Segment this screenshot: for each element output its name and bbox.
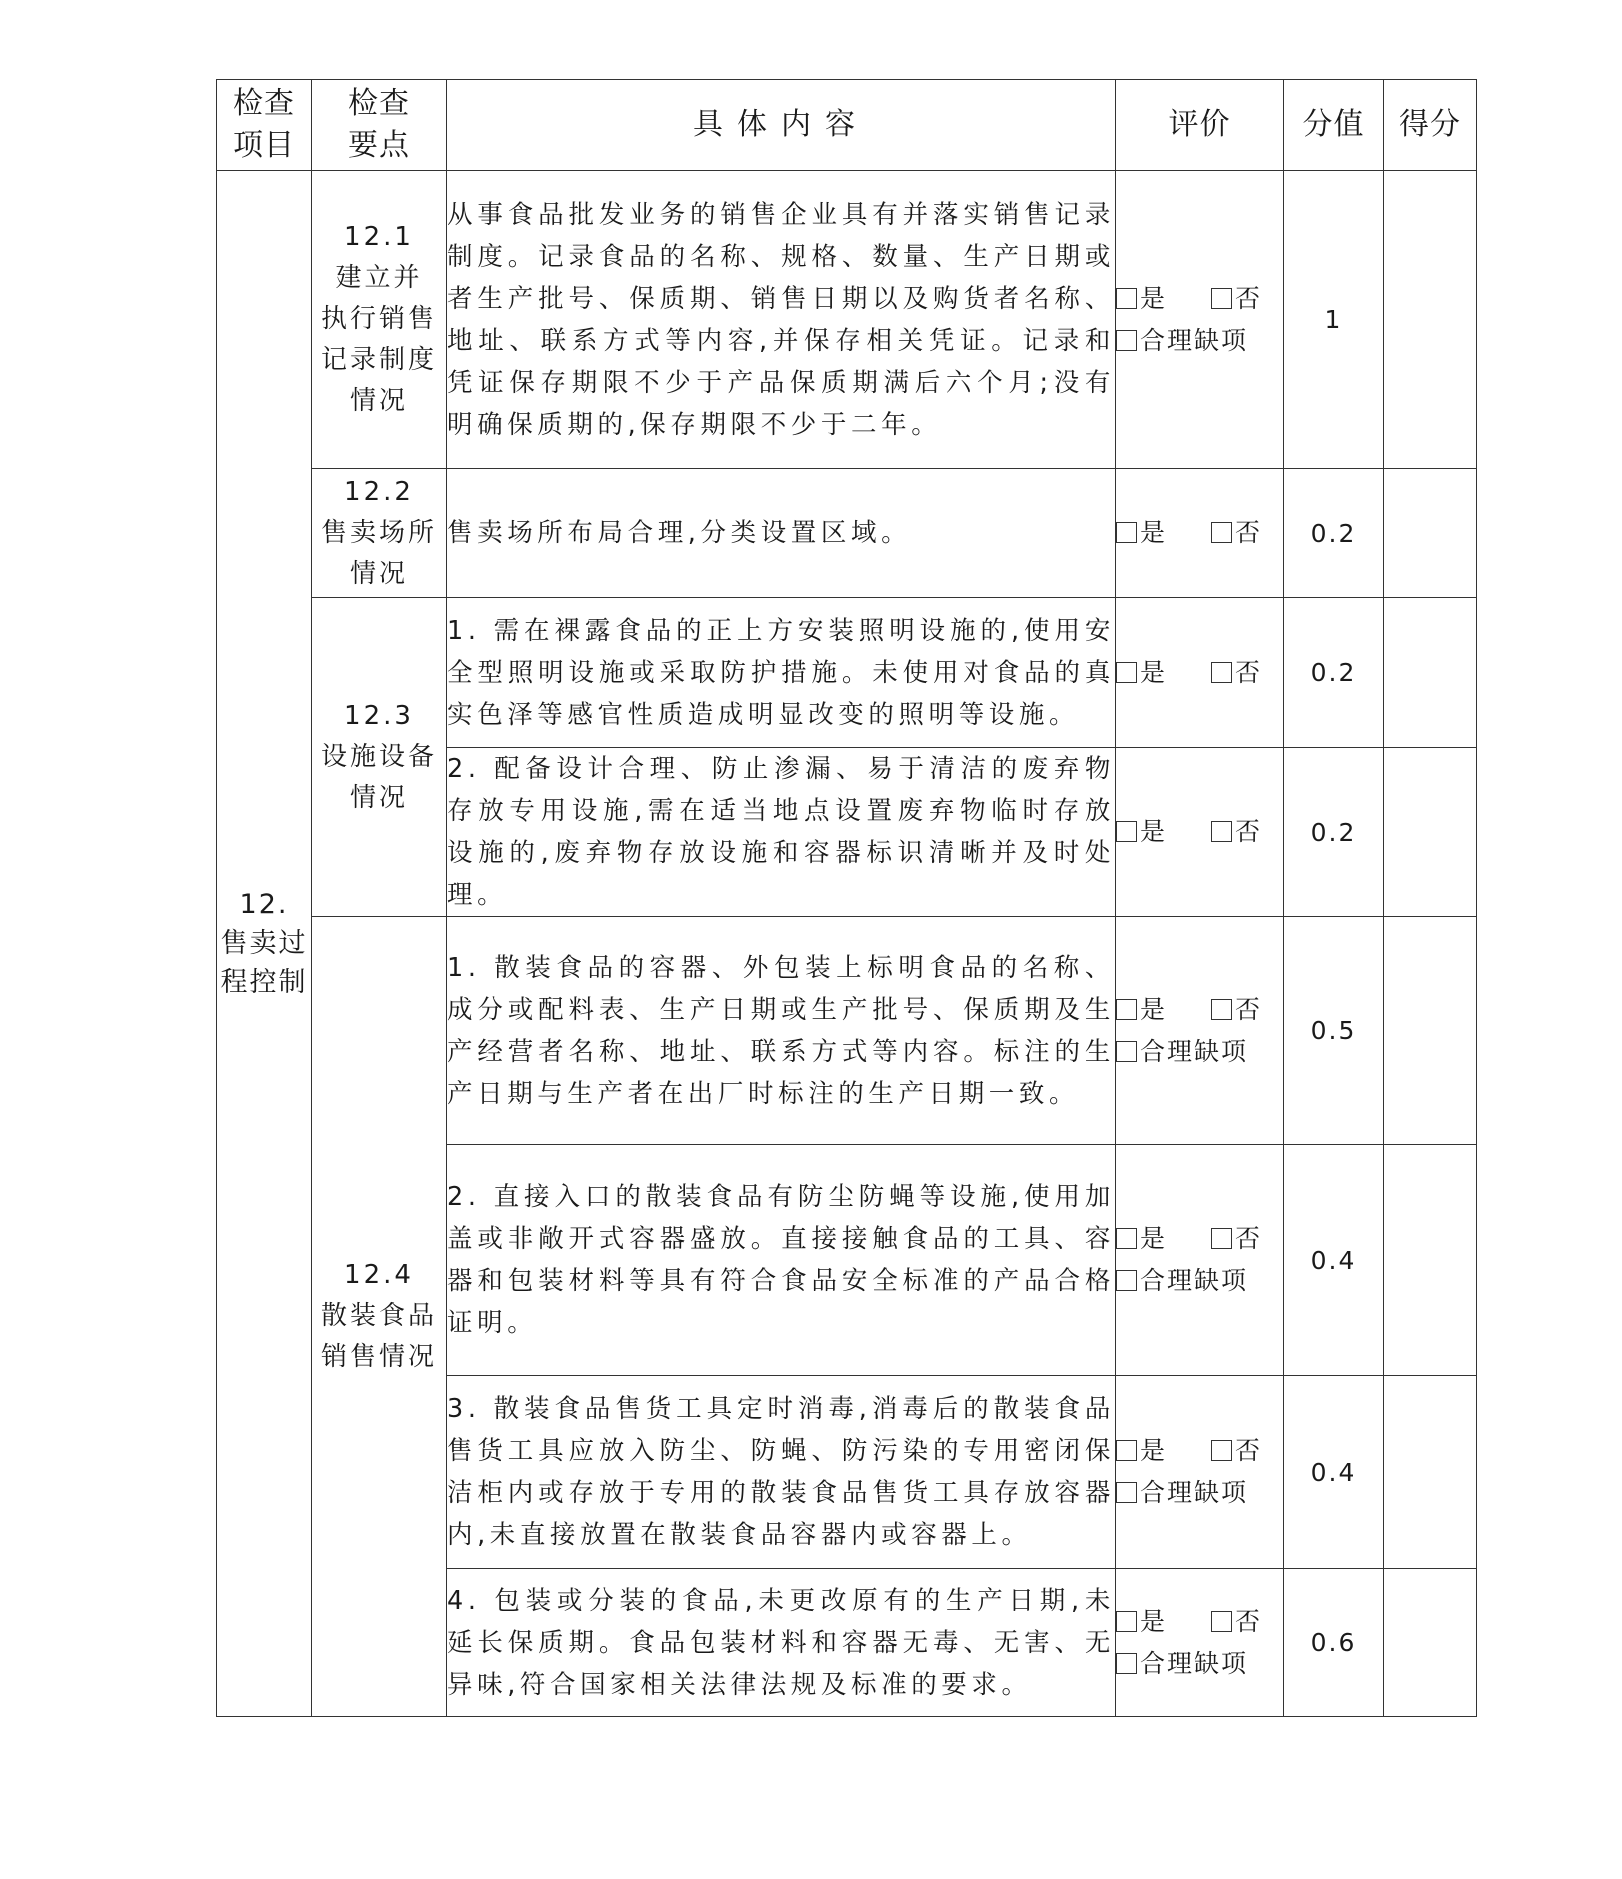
eval-cell xyxy=(1116,1569,1284,1717)
content-cell: 2. 配备设计合理、防止渗漏、易于清洁的废弃物存放专用设施,需在适当地点设置废弃物临时存放设施的,废弃物存放设施和容器标识清晰并及时处理。 xyxy=(447,748,1116,917)
eval-cell xyxy=(1116,598,1284,748)
no-checkbox[interactable] xyxy=(1211,1440,1232,1461)
yes-checkbox[interactable] xyxy=(1116,522,1137,543)
missing-checkbox[interactable] xyxy=(1116,1270,1137,1291)
got-cell[interactable] xyxy=(1384,1145,1477,1376)
no-checkbox[interactable] xyxy=(1211,821,1232,842)
content-cell: 2. 直接入口的散装食品有防尘防蝇等设施,使用加盖或非敞开式容器盛放。直接接触食品的工具、容器和包装材料等具有符合食品安全标准的产品合格证明。 xyxy=(447,1145,1116,1376)
yes-label: 是 xyxy=(1140,1224,1168,1253)
item-number: 12. xyxy=(239,889,289,920)
point-line: 散装食品 xyxy=(320,1301,437,1331)
point-number: 12.4 xyxy=(344,1260,414,1290)
point-cell xyxy=(312,917,447,1717)
score-cell: 0.2 xyxy=(1284,748,1384,917)
table-row xyxy=(217,469,1477,598)
score-cell: 0.6 xyxy=(1284,1569,1384,1717)
content-cell: 1. 散装食品的容器、外包装上标明食品的名称、成分或配料表、生产日期或生产批号、保质期及生产经营者名称、地址、联系方式等内容。标注的生产日期与生产者在出厂时标注的生产日期一致。 xyxy=(447,917,1116,1145)
header-score: 分值 xyxy=(1284,80,1384,171)
no-checkbox[interactable] xyxy=(1211,288,1232,309)
no-checkbox[interactable] xyxy=(1211,522,1232,543)
yes-label: 是 xyxy=(1140,518,1168,547)
point-line: 情况 xyxy=(349,782,408,813)
header-got: 得分 xyxy=(1384,80,1477,171)
yes-label: 是 xyxy=(1140,1606,1168,1636)
header-point-line1: 检查 xyxy=(348,86,410,121)
header-point-line2: 要点 xyxy=(348,128,410,163)
yes-checkbox[interactable] xyxy=(1116,1611,1137,1632)
content-cell: 从事食品批发业务的销售企业具有并落实销售记录制度。记录食品的名称、规格、数量、生产日期或者生产批号、保质期、销售日期以及购货者名称、地址、联系方式等内容,并保存相关凭证。记录和凭证保存期限不少于产品保质期满后六个月;没有明确保质期的,保存期限不少于二年。 xyxy=(447,171,1116,469)
missing-label: 合理缺项 xyxy=(1140,1478,1249,1507)
header-point xyxy=(312,80,447,171)
got-cell[interactable] xyxy=(1384,171,1477,469)
no-label: 否 xyxy=(1235,1436,1263,1465)
score-cell: 0.2 xyxy=(1284,469,1384,598)
got-cell[interactable] xyxy=(1384,1376,1477,1569)
point-line: 情况 xyxy=(349,558,408,589)
point-number: 12.2 xyxy=(344,476,414,507)
content-cell: 1. 需在裸露食品的正上方安装照明设施的,使用安全型照明设施或采取防护措施。未使用对食品的真实色泽等感官性质造成明显改变的照明等设施。 xyxy=(447,598,1116,748)
content-cell: 售卖场所布局合理,分类设置区域。 xyxy=(447,469,1116,598)
header-row xyxy=(217,80,1477,171)
point-line: 执行销售 xyxy=(320,304,437,334)
score-cell: 0.4 xyxy=(1284,1145,1384,1376)
missing-checkbox[interactable] xyxy=(1116,330,1137,351)
point-line: 记录制度 xyxy=(320,345,437,375)
missing-checkbox[interactable] xyxy=(1116,1482,1137,1503)
no-checkbox[interactable] xyxy=(1211,662,1232,683)
content-cell: 3. 散装食品售货工具定时消毒,消毒后的散装食品售货工具应放入防尘、防蝇、防污染的专用密闭保洁柜内或存放于专用的散装食品售货工具存放容器内,未直接放置在散装食品容器内或容器上。 xyxy=(447,1376,1116,1569)
point-number: 12.3 xyxy=(344,700,414,731)
point-cell xyxy=(312,171,447,469)
point-cell xyxy=(312,598,447,917)
no-label: 否 xyxy=(1235,283,1263,313)
header-content: 具体内容 xyxy=(447,80,1116,171)
no-checkbox[interactable] xyxy=(1211,999,1232,1020)
missing-label: 合理缺项 xyxy=(1140,1648,1249,1678)
yes-label: 是 xyxy=(1140,1436,1168,1465)
score-cell: 1 xyxy=(1284,171,1384,469)
item-cell xyxy=(217,171,312,1717)
no-label: 否 xyxy=(1235,1224,1263,1253)
table-row xyxy=(217,917,1477,1145)
score-cell: 0.2 xyxy=(1284,598,1384,748)
yes-label: 是 xyxy=(1140,283,1168,313)
yes-checkbox[interactable] xyxy=(1116,821,1137,842)
missing-label: 合理缺项 xyxy=(1140,1266,1249,1295)
eval-cell xyxy=(1116,917,1284,1145)
item-line1: 售卖过 xyxy=(220,928,308,959)
table-row xyxy=(217,171,1477,469)
score-cell: 0.4 xyxy=(1284,1376,1384,1569)
missing-label: 合理缺项 xyxy=(1140,325,1249,355)
yes-label: 是 xyxy=(1140,657,1168,687)
yes-checkbox[interactable] xyxy=(1116,999,1137,1020)
no-label: 否 xyxy=(1235,657,1263,687)
header-item xyxy=(217,80,312,171)
eval-cell xyxy=(1116,469,1284,598)
missing-checkbox[interactable] xyxy=(1116,1653,1137,1674)
got-cell[interactable] xyxy=(1384,748,1477,917)
eval-cell xyxy=(1116,748,1284,917)
point-number: 12.1 xyxy=(344,222,414,252)
yes-checkbox[interactable] xyxy=(1116,662,1137,683)
point-line: 销售情况 xyxy=(320,1342,437,1372)
point-cell xyxy=(312,469,447,598)
item-line2: 程控制 xyxy=(220,967,308,998)
score-cell: 0.5 xyxy=(1284,917,1384,1145)
point-line: 情况 xyxy=(349,386,408,416)
yes-label: 是 xyxy=(1140,817,1168,846)
header-item-line1: 检查 xyxy=(233,86,295,121)
eval-cell xyxy=(1116,171,1284,469)
yes-checkbox[interactable] xyxy=(1116,1228,1137,1249)
got-cell[interactable] xyxy=(1384,917,1477,1145)
no-checkbox[interactable] xyxy=(1211,1611,1232,1632)
no-label: 否 xyxy=(1235,994,1263,1024)
got-cell[interactable] xyxy=(1384,469,1477,598)
missing-checkbox[interactable] xyxy=(1116,1041,1137,1062)
got-cell[interactable] xyxy=(1384,598,1477,748)
eval-cell xyxy=(1116,1145,1284,1376)
got-cell[interactable] xyxy=(1384,1569,1477,1717)
point-line: 建立并 xyxy=(335,263,423,293)
inspection-table xyxy=(216,79,1477,1717)
header-eval: 评价 xyxy=(1116,80,1284,171)
table-row xyxy=(217,598,1477,748)
no-label: 否 xyxy=(1235,518,1263,547)
yes-checkbox[interactable] xyxy=(1116,1440,1137,1461)
no-label: 否 xyxy=(1235,817,1263,846)
content-cell: 4. 包装或分装的食品,未更改原有的生产日期,未延长保质期。食品包装材料和容器无毒、无害、无异味,符合国家相关法律法规及标准的要求。 xyxy=(447,1569,1116,1717)
no-checkbox[interactable] xyxy=(1211,1228,1232,1249)
no-label: 否 xyxy=(1235,1606,1263,1636)
point-line: 售卖场所 xyxy=(320,517,437,548)
yes-label: 是 xyxy=(1140,994,1168,1024)
yes-checkbox[interactable] xyxy=(1116,288,1137,309)
header-item-line2: 项目 xyxy=(233,128,295,163)
eval-cell xyxy=(1116,1376,1284,1569)
point-line: 设施设备 xyxy=(320,741,437,772)
missing-label: 合理缺项 xyxy=(1140,1036,1249,1066)
